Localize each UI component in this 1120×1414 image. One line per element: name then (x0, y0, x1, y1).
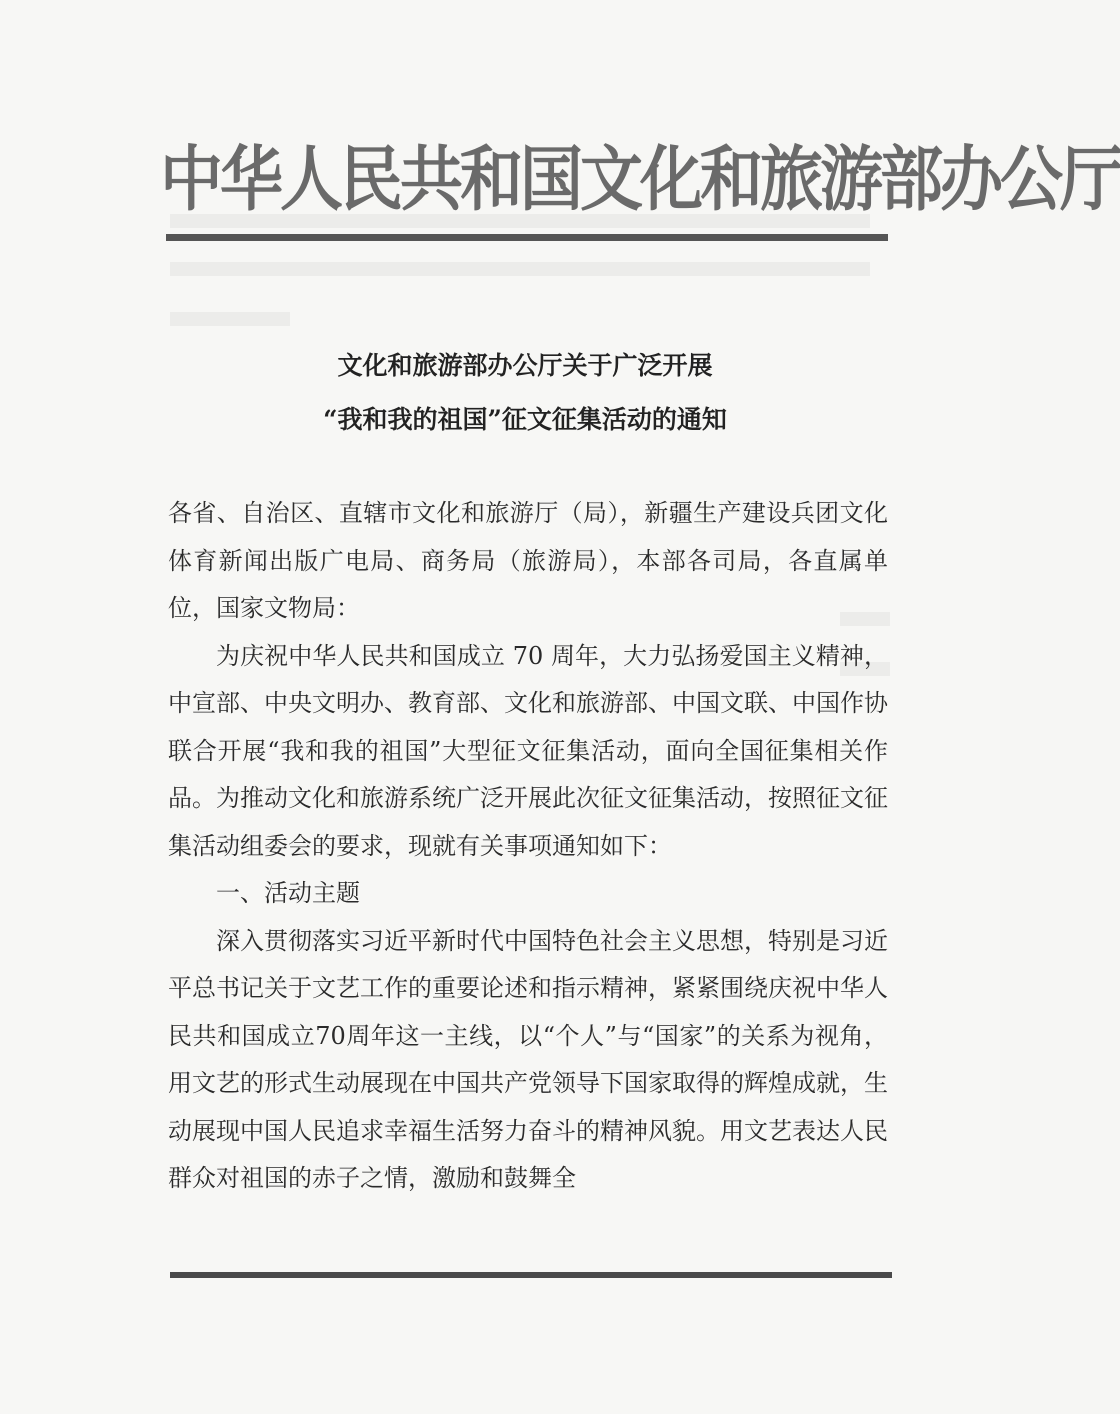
show-through-mark (170, 312, 290, 326)
letterhead-divider (166, 234, 888, 241)
issuer-letterhead: 中华人民共和国文化和旅游部办公厅 (160, 138, 1120, 221)
document-title-line-2: “我和我的祖国”征文征集活动的通知 (323, 405, 727, 434)
section-paragraph: 深入贯彻落实习近平新时代中国特色社会主义思想，特别是习近平总书记关于文艺工作的重要论述和指示精神，紧紧围绕庆祝中华人民共和国成立70周年这一主线，以“个人”与“国家”的关系为视角，用文艺的形式生动展现在中国共产党领导下国家取得的辉煌成就，生动展现中国人民追求幸福生活努力奋斗的精神风貌。用文艺表达人民群众对祖国的赤子之情，激励和鼓舞全 (168, 926, 888, 1192)
section-heading: 一、活动主题 (216, 879, 360, 907)
document-title-line-1: 文化和旅游部办公厅关于广泛开展 (337, 351, 713, 380)
addressee-paragraph: 各省、自治区、直辖市文化和旅游厅（局），新疆生产建设兵团文化体育新闻出版广电局、商务局（旅游局），本部各司局，各直属单位，国家文物局： (168, 499, 888, 622)
document-body (168, 490, 888, 1203)
show-through-mark (170, 262, 870, 276)
intro-paragraph: 为庆祝中华人民共和国成立 70 周年，大力弘扬爱国主义精神，中宣部、中央文明办、教育部、文化和旅游部、中国文联、中国作协联合开展“我和我的祖国”大型征文征集活动，面向全国征集相关作品。为推动文化和旅游系统广泛开展此次征文征集活动，按照征文征集活动组委会的要求，现就有关事项通知如下： (168, 641, 888, 860)
footer-divider (170, 1272, 892, 1278)
